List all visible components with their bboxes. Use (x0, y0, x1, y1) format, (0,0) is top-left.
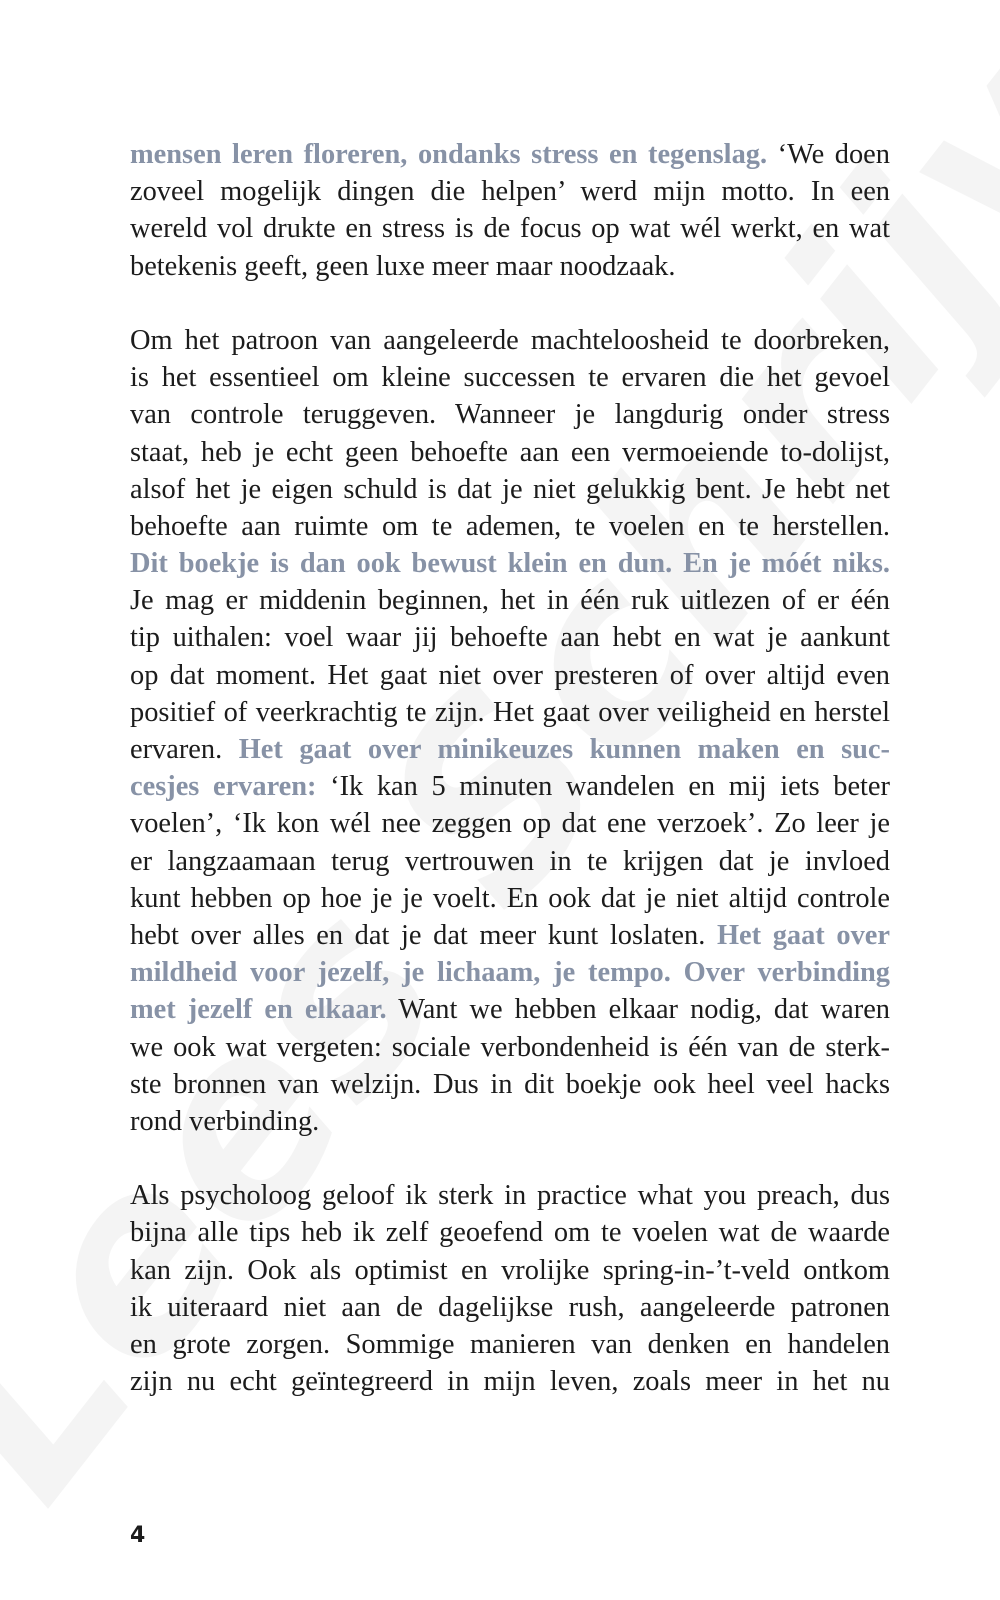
text-line (130, 210, 890, 247)
body-text-segment: ik uiteraard niet aan de dagelijkse rush, aangeleerde patronen (130, 1291, 890, 1323)
text-line (130, 1103, 890, 1140)
body-text-segment: zoveel mogelijk dingen die helpen’ werd mijn motto. In een (130, 176, 890, 208)
body-text-segment: van controle teruggeven. Wanneer je langdurig onder stress (130, 399, 890, 431)
text-line (130, 843, 890, 880)
highlighted-text: Het gaat over minikeuzes kunnen maken en suc- (238, 734, 890, 765)
highlighted-text: met jezelf en elkaar. (130, 994, 387, 1026)
body-text-segment: positief of veerkrachtig te zijn. Het gaat over veiligheid en herstel (130, 696, 890, 728)
body-text-segment: bijna alle tips heb ik zelf geoefend om te voelen wat de waarde (130, 1217, 890, 1249)
body-text-segment: is het essentieel om kleine successen te ervaren die het gevoel (130, 362, 890, 394)
body-text-segment: Als psycholoog geloof ik sterk in practice what you preach, dus (130, 1180, 890, 1212)
text-line (130, 136, 890, 173)
body-text-segment: kan zijn. Ook als optimist en vrolijke spring-in-’t-veld ontkom (130, 1254, 890, 1286)
highlighted-text: mildheid voor jezelf, je lichaam, je tempo. Over verbinding (130, 957, 890, 989)
text-line (130, 1214, 890, 1251)
highlighted-text: Dit boekje is dan ook bewust klein en dun. En je móét niks. (130, 548, 890, 580)
highlighted-text: mensen leren floreren, ondanks stress en tegenslag. (130, 139, 768, 170)
body-text-segment: rond verbinding. (130, 1105, 320, 1137)
body-text-segment: op dat moment. Het gaat niet over presteren of over altijd even (130, 659, 890, 691)
text-line (130, 1326, 890, 1363)
body-text-segment: ste bronnen van welzijn. Dus in dit boekje ook heel veel hacks (130, 1068, 890, 1100)
body-text-segment: behoefte aan ruimte om te ademen, te voelen en te herstellen. (130, 510, 890, 542)
body-text-segment: betekenis geeft, geen luxe meer maar noodzaak. (130, 250, 676, 282)
text-line (130, 731, 890, 768)
text-line (130, 248, 890, 285)
body-text-segment: zijn nu echt geïntegreerd in mijn leven, zoals meer in het nu (130, 1366, 890, 1398)
text-line (130, 322, 890, 359)
highlighted-text: cesjes ervaren: (130, 771, 317, 803)
text-line (130, 1066, 890, 1103)
body-text-segment: tip uithalen: voel waar jij behoefte aan hebt en wat je aankunt (130, 622, 890, 654)
text-line (130, 657, 890, 694)
text-line (130, 768, 890, 805)
text-line (130, 359, 890, 396)
body-text-segment: Om het patroon van aangeleerde machteloosheid te doorbreken, (130, 324, 890, 356)
text-line (130, 1363, 890, 1400)
paragraph (130, 322, 890, 1140)
body-text-segment: alsof het je eigen schuld is dat je niet gelukkig bent. Je hebt net (130, 473, 890, 505)
text-line (130, 880, 890, 917)
text-line (130, 471, 890, 508)
text-line (130, 582, 890, 619)
body-text-segment: hebt over alles en dat je dat meer kunt loslaten. (130, 919, 717, 951)
text-line (130, 1177, 890, 1214)
highlighted-text: Het gaat over (716, 919, 890, 951)
body-text-segment: kunt hebben op hoe je je voelt. En ook dat je niet altijd controle (130, 882, 890, 914)
text-line (130, 1252, 890, 1289)
body-text (130, 136, 890, 1400)
text-line (130, 173, 890, 210)
body-text-segment: ‘Ik kan 5 minuten wandelen en mij iets beter (316, 771, 890, 803)
body-text-segment: Want we hebben elkaar nodig, dat waren (386, 994, 890, 1026)
text-line (130, 694, 890, 731)
text-line (130, 991, 890, 1028)
text-line (130, 954, 890, 991)
body-text-segment: en grote zorgen. Sommige manieren van denken en handelen (130, 1329, 890, 1360)
text-line (130, 1289, 890, 1326)
body-text-segment: wereld vol drukte en stress is de focus op wat wél werkt, en wat (130, 213, 890, 245)
paragraph (130, 1177, 890, 1400)
body-text-segment: Je mag er middenin beginnen, het in één ruk uitlezen of er één (130, 585, 890, 617)
body-text-segment: ervaren. (130, 734, 239, 765)
body-text-segment: er langzaamaan terug vertrouwen in te krijgen dat je invloed (130, 845, 890, 877)
text-line (130, 545, 890, 582)
text-line (130, 1029, 890, 1066)
body-text-segment: voelen’, ‘Ik kon wél nee zeggen op dat ene verzoek’. Zo leer je (130, 808, 890, 840)
text-line (130, 434, 890, 471)
text-line (130, 508, 890, 545)
text-line (130, 396, 890, 433)
text-line (130, 619, 890, 656)
text-line (130, 805, 890, 842)
body-text-segment: staat, heb je echt geen behoefte aan een vermoeiende to-dolijst, (130, 436, 890, 468)
text-line (130, 917, 890, 954)
paragraph (130, 136, 890, 285)
body-text-segment: we ook wat vergeten: sociale verbondenheid is één van de sterk- (130, 1031, 890, 1063)
page-number: 4 (130, 1523, 146, 1548)
body-text-segment: ‘We doen (767, 139, 890, 170)
